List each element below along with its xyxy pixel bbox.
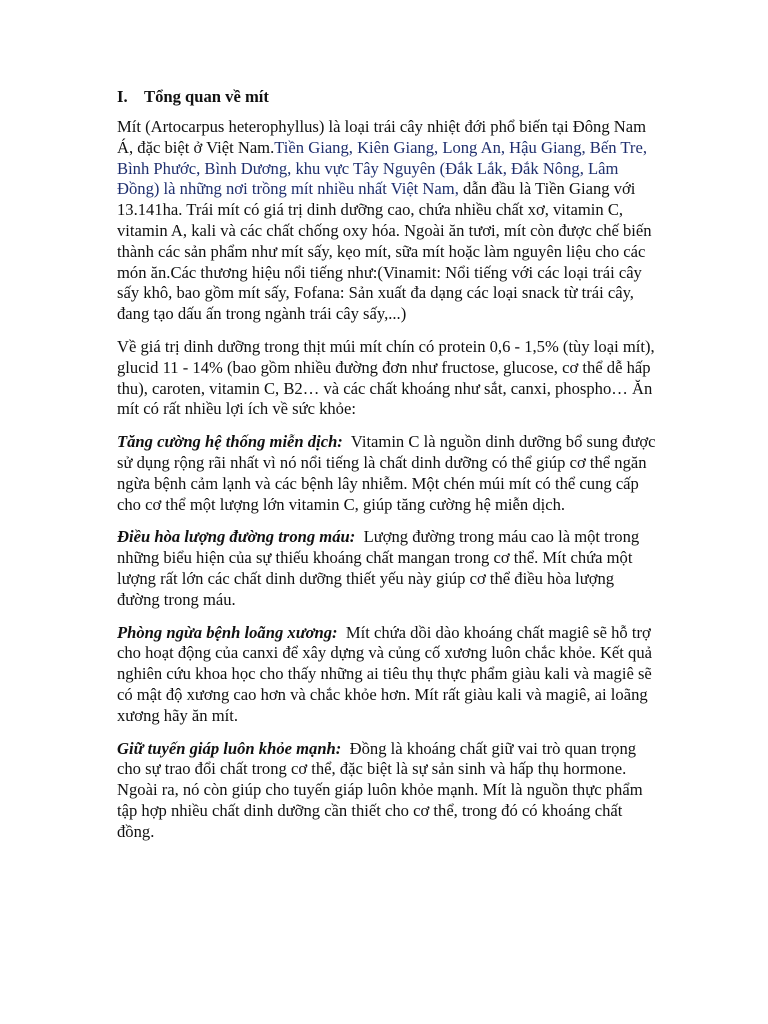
benefit-term: Điều hòa lượng đường trong máu: — [117, 527, 356, 547]
benefit-term: Giữ tuyến giáp luôn khỏe mạnh: — [117, 738, 342, 758]
benefit-text: Lượng đường trong máu cao là một trong những biểu hiện của sự thiếu khoáng chất mangan trong cơ thể. Mít chứa một lượng rất lớn các chất dinh dưỡng thiết yếu này giúp cơ thể điều hòa lượng đường trong máu. — [117, 527, 640, 609]
nutrition-paragraph: Về giá trị dinh dưỡng trong thịt múi mít chín có protein 0,6 - 1,5% (tùy loại mít), glucid 11 - 14% (bao gồm nhiều đường đơn như fructose, glucose, cơ thể dễ hấp thu), caroten, vitamin C, B2… và các chất khoáng như sắt, canxi, phospho… Ăn mít có rất nhiều lợi ích về sức khỏe: — [117, 336, 655, 419]
intro-regions-text: Tiền Giang, Kiên Giang, Long An, Hậu Giang, Bến Tre, Bình Phước, Bình Dương, khu vực Tây Nguyên (Đắk Lắk, Đắk Nông, Lâm Đồng) là những nơi trồng mít nhiều nhất Việt Nam, — [117, 137, 647, 199]
document-page — [117, 86, 657, 855]
benefit-paragraph-osteoporosis — [117, 623, 657, 727]
benefit-paragraph-thyroid — [117, 739, 657, 843]
section-heading — [117, 86, 657, 108]
benefit-text: Mít chứa dồi dào khoáng chất magiê sẽ hỗ trợ cho hoạt động của canxi để xây dựng và củng cố xương luôn chắc khỏe. Kết quả nghiên cứu khoa học cho thấy những ai tiêu thụ thực phẩm giàu kali và magiê sẽ có mật độ xương cao hơn và chắc khỏe hơn. Mít rất giàu kali và magiê, ai loãng xương hãy ăn mít. — [117, 622, 653, 725]
benefit-term: Phòng ngừa bệnh loãng xương: — [117, 622, 338, 642]
benefit-text: Vitamin C là nguồn dinh dưỡng bổ sung được sử dụng rộng rãi nhất vì nó nổi tiếng là chất dinh dưỡng có thể giúp cơ thể ngăn ngừa bệnh cảm lạnh và các bệnh lây nhiễm. Một chén múi mít có thể cung cấp cho cơ thể một lượng lớn vitamin C, giúp tăng cường hệ miễn dịch. — [117, 432, 656, 514]
intro-text-1: Mít (Artocarpus heterophyllus) là loại trái cây nhiệt đới phổ biến tại Đông Nam Á, đặc biệt ở Việt Nam. — [117, 117, 647, 157]
intro-text-2: dẫn đầu là Tiền Giang với 13.141ha. Trái mít có giá trị dinh dưỡng cao, chứa nhiều chất xơ, vitamin C, vitamin A, kali và các chất chống oxy hóa. Ngoài ăn tươi, mít còn được chế biến thành các sản phẩm như mít sấy, kẹo mít, sữa mít hoặc làm nguyên liệu cho các món ăn.Các thương hiệu nổi tiếng như:(Vinamit: Nổi tiếng với các loại trái cây sấy khô, bao gồm mít sấy, Fofana: Sản xuất đa dạng các loại snack từ trái cây, đang tạo dấu ấn trong ngành trái cây sấy,...) — [117, 179, 652, 324]
intro-paragraph — [117, 117, 657, 325]
benefit-term: Tăng cường hệ thống miễn dịch: — [117, 432, 343, 452]
benefit-text: Đồng là khoáng chất giữ vai trò quan trọng cho sự trao đổi chất trong cơ thể, đặc biệt là sự sản sinh và hấp thụ hormone. Ngoài ra, nó còn giúp cho tuyến giáp luôn khỏe mạnh. Mít là nguồn thực phẩm tập hợp nhiều chất dinh dưỡng cần thiết cho cơ thể, trong đó có khoáng chất đồng. — [117, 738, 643, 841]
benefit-paragraph-blood-sugar — [117, 527, 657, 610]
section-title: Tổng quan về mít — [144, 87, 269, 106]
benefit-paragraph-immune — [117, 432, 657, 515]
section-number: I. — [117, 87, 128, 106]
